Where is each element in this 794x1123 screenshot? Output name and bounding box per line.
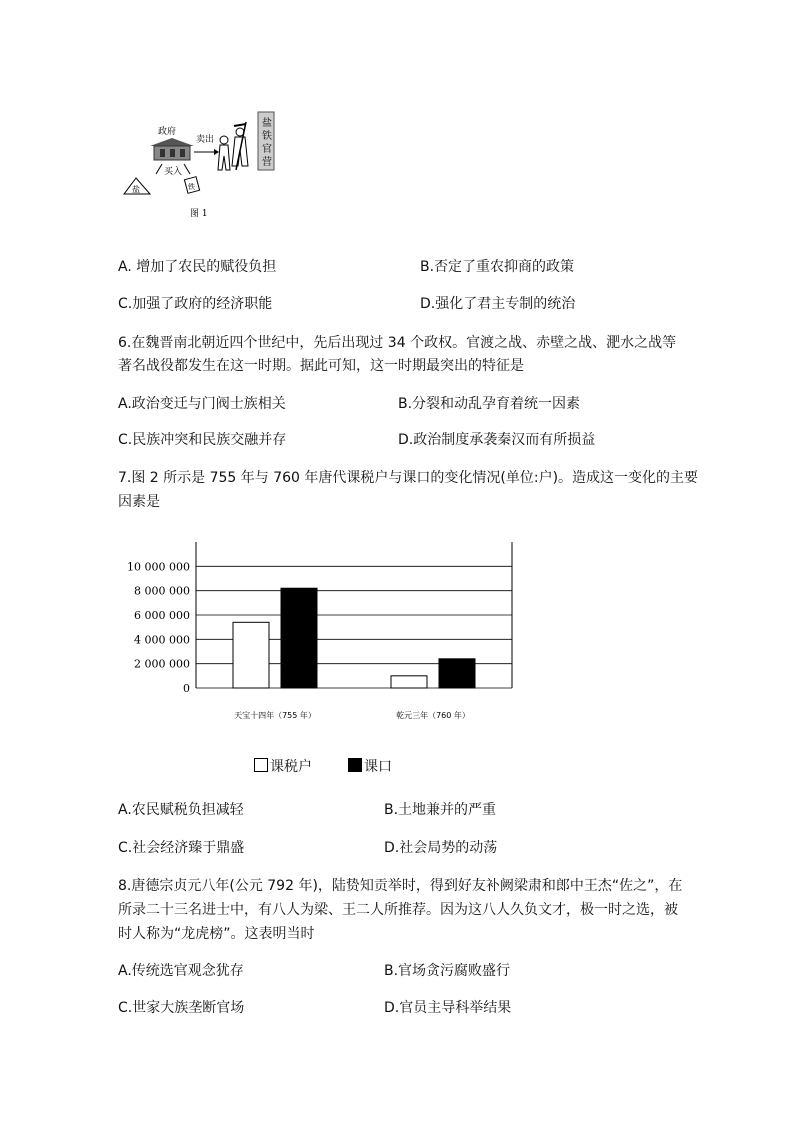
bar-persons-0 bbox=[281, 588, 317, 688]
sign-char-2: 铁 bbox=[262, 131, 272, 142]
q6-option-d[interactable]: D.政治制度承袭秦汉而有所损益 bbox=[398, 432, 596, 448]
q6-stem-line-2: 著名战役都发生在这一时期。据此可知，这一时期最突出的特征是 bbox=[118, 358, 524, 374]
q7-stem-line-2: 因素是 bbox=[118, 494, 160, 510]
buy-label: 买入 bbox=[164, 167, 183, 177]
bar-households-1 bbox=[391, 676, 427, 688]
y-tick-label: 8 000 000 bbox=[134, 584, 190, 598]
x-category-label: 天宝十四年（755 年） bbox=[234, 711, 316, 720]
y-tick-label: 6 000 000 bbox=[134, 609, 190, 622]
person-icon bbox=[220, 136, 228, 144]
bar-households-0 bbox=[233, 622, 269, 688]
iron-label: 铁 bbox=[188, 183, 195, 191]
sign-char-4: 营 bbox=[262, 157, 272, 168]
legend-households bbox=[254, 756, 312, 778]
q5-option-a[interactable]: A. 增加了农民的赋役负担 bbox=[118, 259, 277, 275]
q7-stem-line-1: 7.图 2 所示是 755 年与 760 年唐代课税户与课口的变化情况(单位:户)。造成这一变化的主要 bbox=[118, 470, 699, 486]
q7-option-a[interactable]: A.农民赋税负担减轻 bbox=[118, 802, 244, 818]
q5-option-b[interactable]: B.否定了重农抑商的政策 bbox=[420, 259, 575, 275]
q7-option-b[interactable]: B.土地兼并的严重 bbox=[384, 802, 497, 818]
salt-label: 盐 bbox=[132, 185, 140, 194]
q6-option-a[interactable]: A.政治变迁与门阀士族相关 bbox=[118, 396, 286, 412]
q6-stem-line-1: 6.在魏晋南北朝近四个世纪中，先后出现过 34 个政权。官渡之战、赤壁之战、淝水之战等 bbox=[118, 335, 677, 351]
q8-option-c[interactable]: C.世家大族垄断官场 bbox=[118, 1000, 245, 1016]
salt-iron-illustration bbox=[118, 108, 290, 220]
gov-label: 政府 bbox=[158, 127, 177, 137]
sell-label: 卖出 bbox=[196, 135, 215, 145]
y-tick-label: 0 bbox=[183, 682, 190, 695]
q5-option-c[interactable]: C.加强了政府的经济职能 bbox=[118, 296, 273, 312]
legend-persons-label: 课口 bbox=[364, 759, 392, 775]
legend-households-label: 课税户 bbox=[270, 759, 312, 775]
legend-swatch-persons bbox=[348, 758, 362, 772]
figure-1-illustration bbox=[118, 108, 290, 220]
figure-2-bar-chart bbox=[118, 536, 528, 726]
sign-char-3: 官 bbox=[262, 144, 272, 155]
q8-stem-line-1: 8.唐德宗贞元八年(公元 792 年)，陆贽知贡举时，得到好友补阙梁肃和郎中王杰“佐之”，在 bbox=[118, 878, 683, 894]
q8-stem-line-2: 所录二十三名进士中，有八人为梁、王二人所推荐。因为这八人久负文才，极一时之选，被 bbox=[118, 902, 678, 918]
y-tick-label: 10 000 000 bbox=[127, 560, 190, 574]
q6-option-c[interactable]: C.民族冲突和民族交融并存 bbox=[118, 432, 287, 448]
legend-persons bbox=[348, 756, 392, 778]
x-category-label: 乾元三年（760 年） bbox=[396, 711, 470, 720]
q7-option-c[interactable]: C.社会经济臻于鼎盛 bbox=[118, 840, 245, 856]
sign-char-1: 盐 bbox=[262, 118, 272, 129]
q8-option-b[interactable]: B.官场贪污腐败盛行 bbox=[384, 963, 511, 979]
bar-persons-1 bbox=[439, 659, 475, 688]
q8-option-d[interactable]: D.官员主导科举结果 bbox=[384, 1000, 512, 1016]
roof-shape bbox=[150, 138, 194, 146]
q6-option-b[interactable]: B.分裂和动乱孕育着统一因素 bbox=[398, 396, 581, 412]
q5-option-d[interactable]: D.强化了君主专制的统治 bbox=[420, 296, 576, 312]
y-tick-label: 2 000 000 bbox=[134, 657, 190, 671]
q8-option-a[interactable]: A.传统选官观念犹存 bbox=[118, 963, 244, 979]
bar-chart-svg bbox=[118, 536, 528, 726]
legend-swatch-households bbox=[254, 758, 268, 772]
arrow-right-icon bbox=[214, 149, 219, 155]
q7-option-d[interactable]: D.社会局势的动荡 bbox=[384, 840, 498, 856]
y-tick-label: 4 000 000 bbox=[134, 633, 190, 647]
figure-caption: 图 1 bbox=[190, 209, 208, 219]
q8-stem-line-3: 时人称为“龙虎榜”。这表明当时 bbox=[118, 926, 315, 942]
